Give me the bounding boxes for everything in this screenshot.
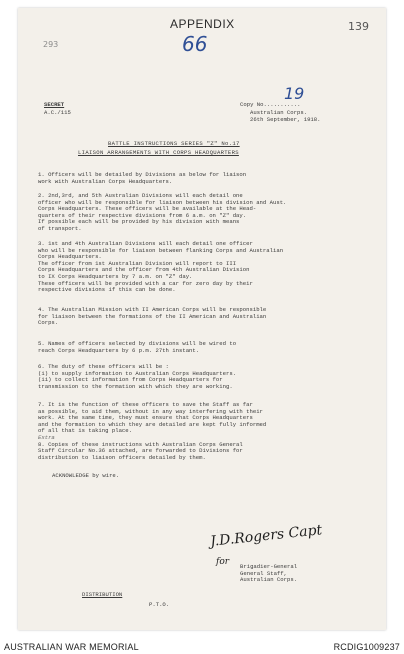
document-date: 26th September, 1918. — [250, 116, 321, 123]
copy-number-handwritten: 19 — [284, 84, 305, 103]
pencil-number: 293 — [43, 40, 59, 49]
appendix-stamp: APPENDIX — [170, 17, 235, 31]
organisation: Australian Corps. — [250, 109, 308, 116]
paragraph-6: 6. The duty of these officers will be : (i) to supply information to Australian Corps Headquarters. (ii) to collect information from Corps Headquarters for transmission to the formation with which they are working. — [38, 363, 237, 390]
document-page — [18, 8, 386, 630]
paragraph-2: 2. 2nd,3rd, and 5th Australian Divisions will each detail one officer who will be responsible for liaison between his division and Aust. Corps Headquarters. These officers will be available at the Head- quarters of their respective divisions from 6 a.m. on "Z" day. If possible each will be provided by his division with means of transport. — [38, 192, 287, 232]
paragraph-7-8: 7. It is the function of these officers to save the Staff as far as possible, to aid them, without in any way interfering with their work. At the same time, they must ensure that Corps Headquarters and the formation to which they are detailed are kept fully informed of all that is taking place. Extra 8. Copies of these instructions with Australian Corps General Staff Circular No.36 attached, are forwarded to Divisions for distribution to liaison officers detailed by them. — [38, 401, 267, 461]
document-title: BATTLE INSTRUCTIONS SERIES "Z" No.17 — [108, 140, 240, 147]
paragraph-3: 3. 1st and 4th Australian Divisions will each detail one officer who will be responsible for liaison between flanking Corps and Australian Corps Headquarters. The officer from 1st Australian Division will report to III Corps Headquarters and the officer from 4th Australian Division to IX Corps Headquarters by 7 a.m. on "Z" day. These officers will be provided with a car for zero day by their respective divisions if this can be done. — [38, 240, 284, 294]
paragraph-5: 5. Names of officers selected by divisions will be wired to reach Corps Headquarters by 6 p.m. 27th instant. — [38, 340, 237, 354]
footer-left: AUSTRALIAN WAR MEMORIAL — [4, 642, 139, 652]
footer-right: RCDIG1009237 — [333, 642, 400, 652]
reference-number: A.C./115 — [44, 109, 71, 116]
secret-label: SECRET — [44, 101, 65, 108]
paragraph-4: 4. The Australian Mission with II American Corps will be responsible for liaison between the formations of the II American and Australian Corps. — [38, 306, 267, 327]
folio-number: 139 — [348, 20, 369, 33]
distribution-heading: DISTRIBUTION — [82, 591, 123, 598]
paragraph-1: 1. Officers will be detailed by Divisions as below for liaison work with Australian Corps Headquarters. — [38, 171, 247, 185]
signature-for: for — [216, 557, 230, 567]
signature-block: Brigadier-General General Staff, Australian Corps. — [240, 563, 298, 584]
copy-number-line: Copy No........... — [240, 101, 301, 108]
handwritten-signature: J.D.Rogers Capt — [209, 522, 323, 550]
document-subtitle: LIAISON ARRANGEMENTS WITH CORPS HEADQUARTERS — [78, 149, 239, 156]
blue-pencil-number: 66 — [182, 32, 208, 56]
acknowledge-line: ACKNOWLEDGE by wire. — [52, 472, 120, 479]
pto-note: P.T.O. — [149, 601, 170, 608]
